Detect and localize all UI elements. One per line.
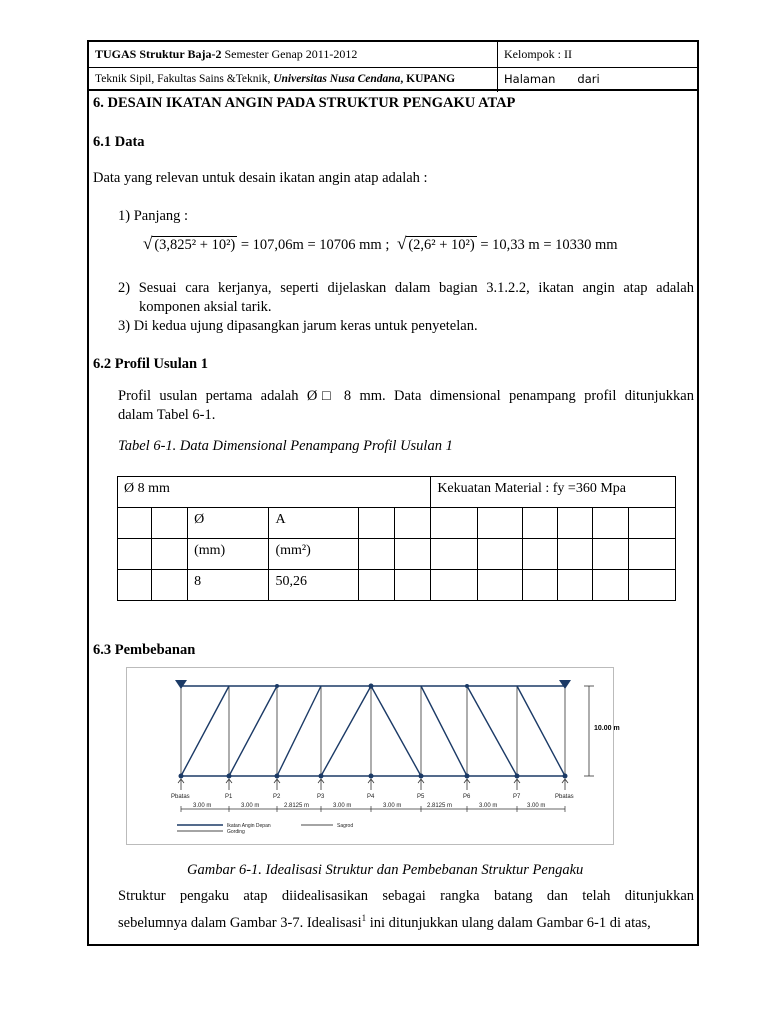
table-cell-unit-mm: (mm) [188, 539, 269, 570]
sqrt-symbol-a: √ [143, 234, 153, 253]
group-label: Kelompok : II [504, 47, 572, 61]
load-label: P6 [463, 794, 471, 800]
table-row [118, 570, 676, 601]
truss-nodes [179, 684, 568, 779]
document-header [87, 40, 699, 90]
height-label: 10.00 m [594, 725, 620, 732]
table-header-row [118, 477, 676, 508]
span-label: 3.00 m [193, 803, 212, 809]
span-label: 3.00 m [527, 803, 546, 809]
right-support-icon [559, 680, 571, 689]
subsection-6-1-heading: 6.1 Data [93, 134, 145, 150]
subsection-6-2-heading: 6.2 Profil Usulan 1 [93, 356, 208, 372]
table-caption: Tabel 6-1. Data Dimensional Penampang Profil Usulan 1 [118, 438, 453, 454]
sqrt-symbol-b: √ [396, 234, 407, 253]
legend-label-purlin: Gording [227, 829, 245, 835]
truss-diagonals [181, 686, 565, 776]
formula-a-result: = 107,06m = 10706 mm ; [237, 237, 390, 253]
table-cell-unit-mm2: (mm²) [269, 539, 358, 570]
table-cell-phi: Ø [188, 508, 269, 539]
section-title: 6. DESAIN IKATAN ANGIN PADA STRUKTUR PENGAKU ATAP [93, 95, 516, 111]
load-arrows [178, 779, 568, 790]
figure-caption: Gambar 6-1. Idealisasi Struktur dan Pembebanan Struktur Pengaku [187, 862, 584, 878]
load-label: P1 [225, 794, 233, 800]
footnote-marker: 1 [361, 913, 367, 923]
header-title [89, 42, 498, 67]
formula-b-radicand: (2,6² + 10²) [408, 237, 475, 253]
page-of-label: dari [577, 72, 600, 86]
span-label: 3.00 m [333, 803, 352, 809]
course-title: TUGAS Struktur Baja-2 [95, 47, 222, 61]
item-3-text: 3) Di kedua ujung dipasangkan jarum keras untuk penyetelan. [118, 318, 478, 334]
data-intro-text: Data yang relevan untuk desain ikatan angin atap adalah : [93, 170, 428, 186]
closing-line-2 [118, 909, 694, 933]
figure-legend [177, 823, 353, 835]
truss-verticals [181, 686, 565, 776]
legend-label-sagrod: Sagrod [337, 823, 354, 829]
span-label: 2.8125 m [284, 803, 310, 809]
table-row [118, 539, 676, 570]
semester-text: Semester Genap 2011-2012 [221, 47, 358, 61]
university-name: Universitas Nusa Cendana [273, 73, 401, 85]
city-name: , KUPANG [400, 73, 456, 85]
height-dimension [584, 686, 594, 776]
load-label: Pbatas [171, 794, 190, 800]
table-cell-area-value: 50,26 [269, 570, 358, 601]
item-1-label: 1) Panjang : [118, 208, 189, 224]
truss-figure [126, 667, 620, 845]
legend-label-bracing: Ikatan Angin Depan [227, 823, 271, 829]
profile-dimension-table [117, 476, 676, 601]
length-formula [143, 234, 618, 255]
table-material-cell: Kekuatan Material : fy =360 Mpa [431, 477, 676, 508]
item-2-continuation: komponen aksial tarik. [139, 299, 272, 315]
closing-line-2-start: sebelumnya dalam Gambar 3-7. Idealisasi [118, 914, 362, 931]
formula-a-radicand: (3,825² + 10²) [154, 237, 236, 253]
closing-line-1: Struktur pengaku atap diidealisasikan sebagai rangka batang dan telah ditunjukkan [118, 888, 694, 904]
left-support-icon [175, 680, 187, 689]
truss-chords [181, 686, 565, 776]
page-label: Halaman [504, 72, 556, 86]
span-labels [193, 803, 545, 809]
item-2-text: 2) Sesuai cara kerjanya, seperti dijelaskan dalam bagian 3.1.2.2, ikatan angin atap adalah [118, 280, 694, 296]
span-label: 3.00 m [479, 803, 498, 809]
load-label: P5 [417, 794, 425, 800]
span-label: 3.00 m [383, 803, 402, 809]
subsection-6-3-heading: 6.3 Pembebanan [93, 642, 196, 658]
span-label: 2.8125 m [427, 803, 453, 809]
span-label: 3.00 m [241, 803, 260, 809]
load-label: P2 [273, 794, 281, 800]
table-cell-diameter-value: 8 [188, 570, 269, 601]
table-row [118, 508, 676, 539]
header-row-1 [89, 42, 697, 68]
load-label: Pbatas [555, 794, 574, 800]
load-label: P7 [513, 794, 521, 800]
span-dimension-line [181, 806, 565, 812]
profil-text-line-2: dalam Tabel 6-1. [118, 407, 216, 423]
load-labels [171, 794, 574, 800]
closing-line-2-end: ini ditunjukkan ulang dalam Gambar 6-1 di atas, [366, 914, 651, 931]
formula-b-result: = 10,33 m = 10330 mm [476, 237, 618, 253]
table-cell-area: A [269, 508, 358, 539]
faculty-text: Teknik Sipil, Fakultas Sains &Teknik, [95, 73, 274, 85]
load-label: P4 [367, 794, 375, 800]
profil-text-line-1: Profil usulan pertama adalah Ø□ 8 mm. Data dimensional penampang profil ditunjukkan [118, 388, 694, 404]
load-label: P3 [317, 794, 325, 800]
truss-diagram [127, 668, 620, 844]
table-profile-cell: Ø 8 mm [118, 477, 431, 508]
